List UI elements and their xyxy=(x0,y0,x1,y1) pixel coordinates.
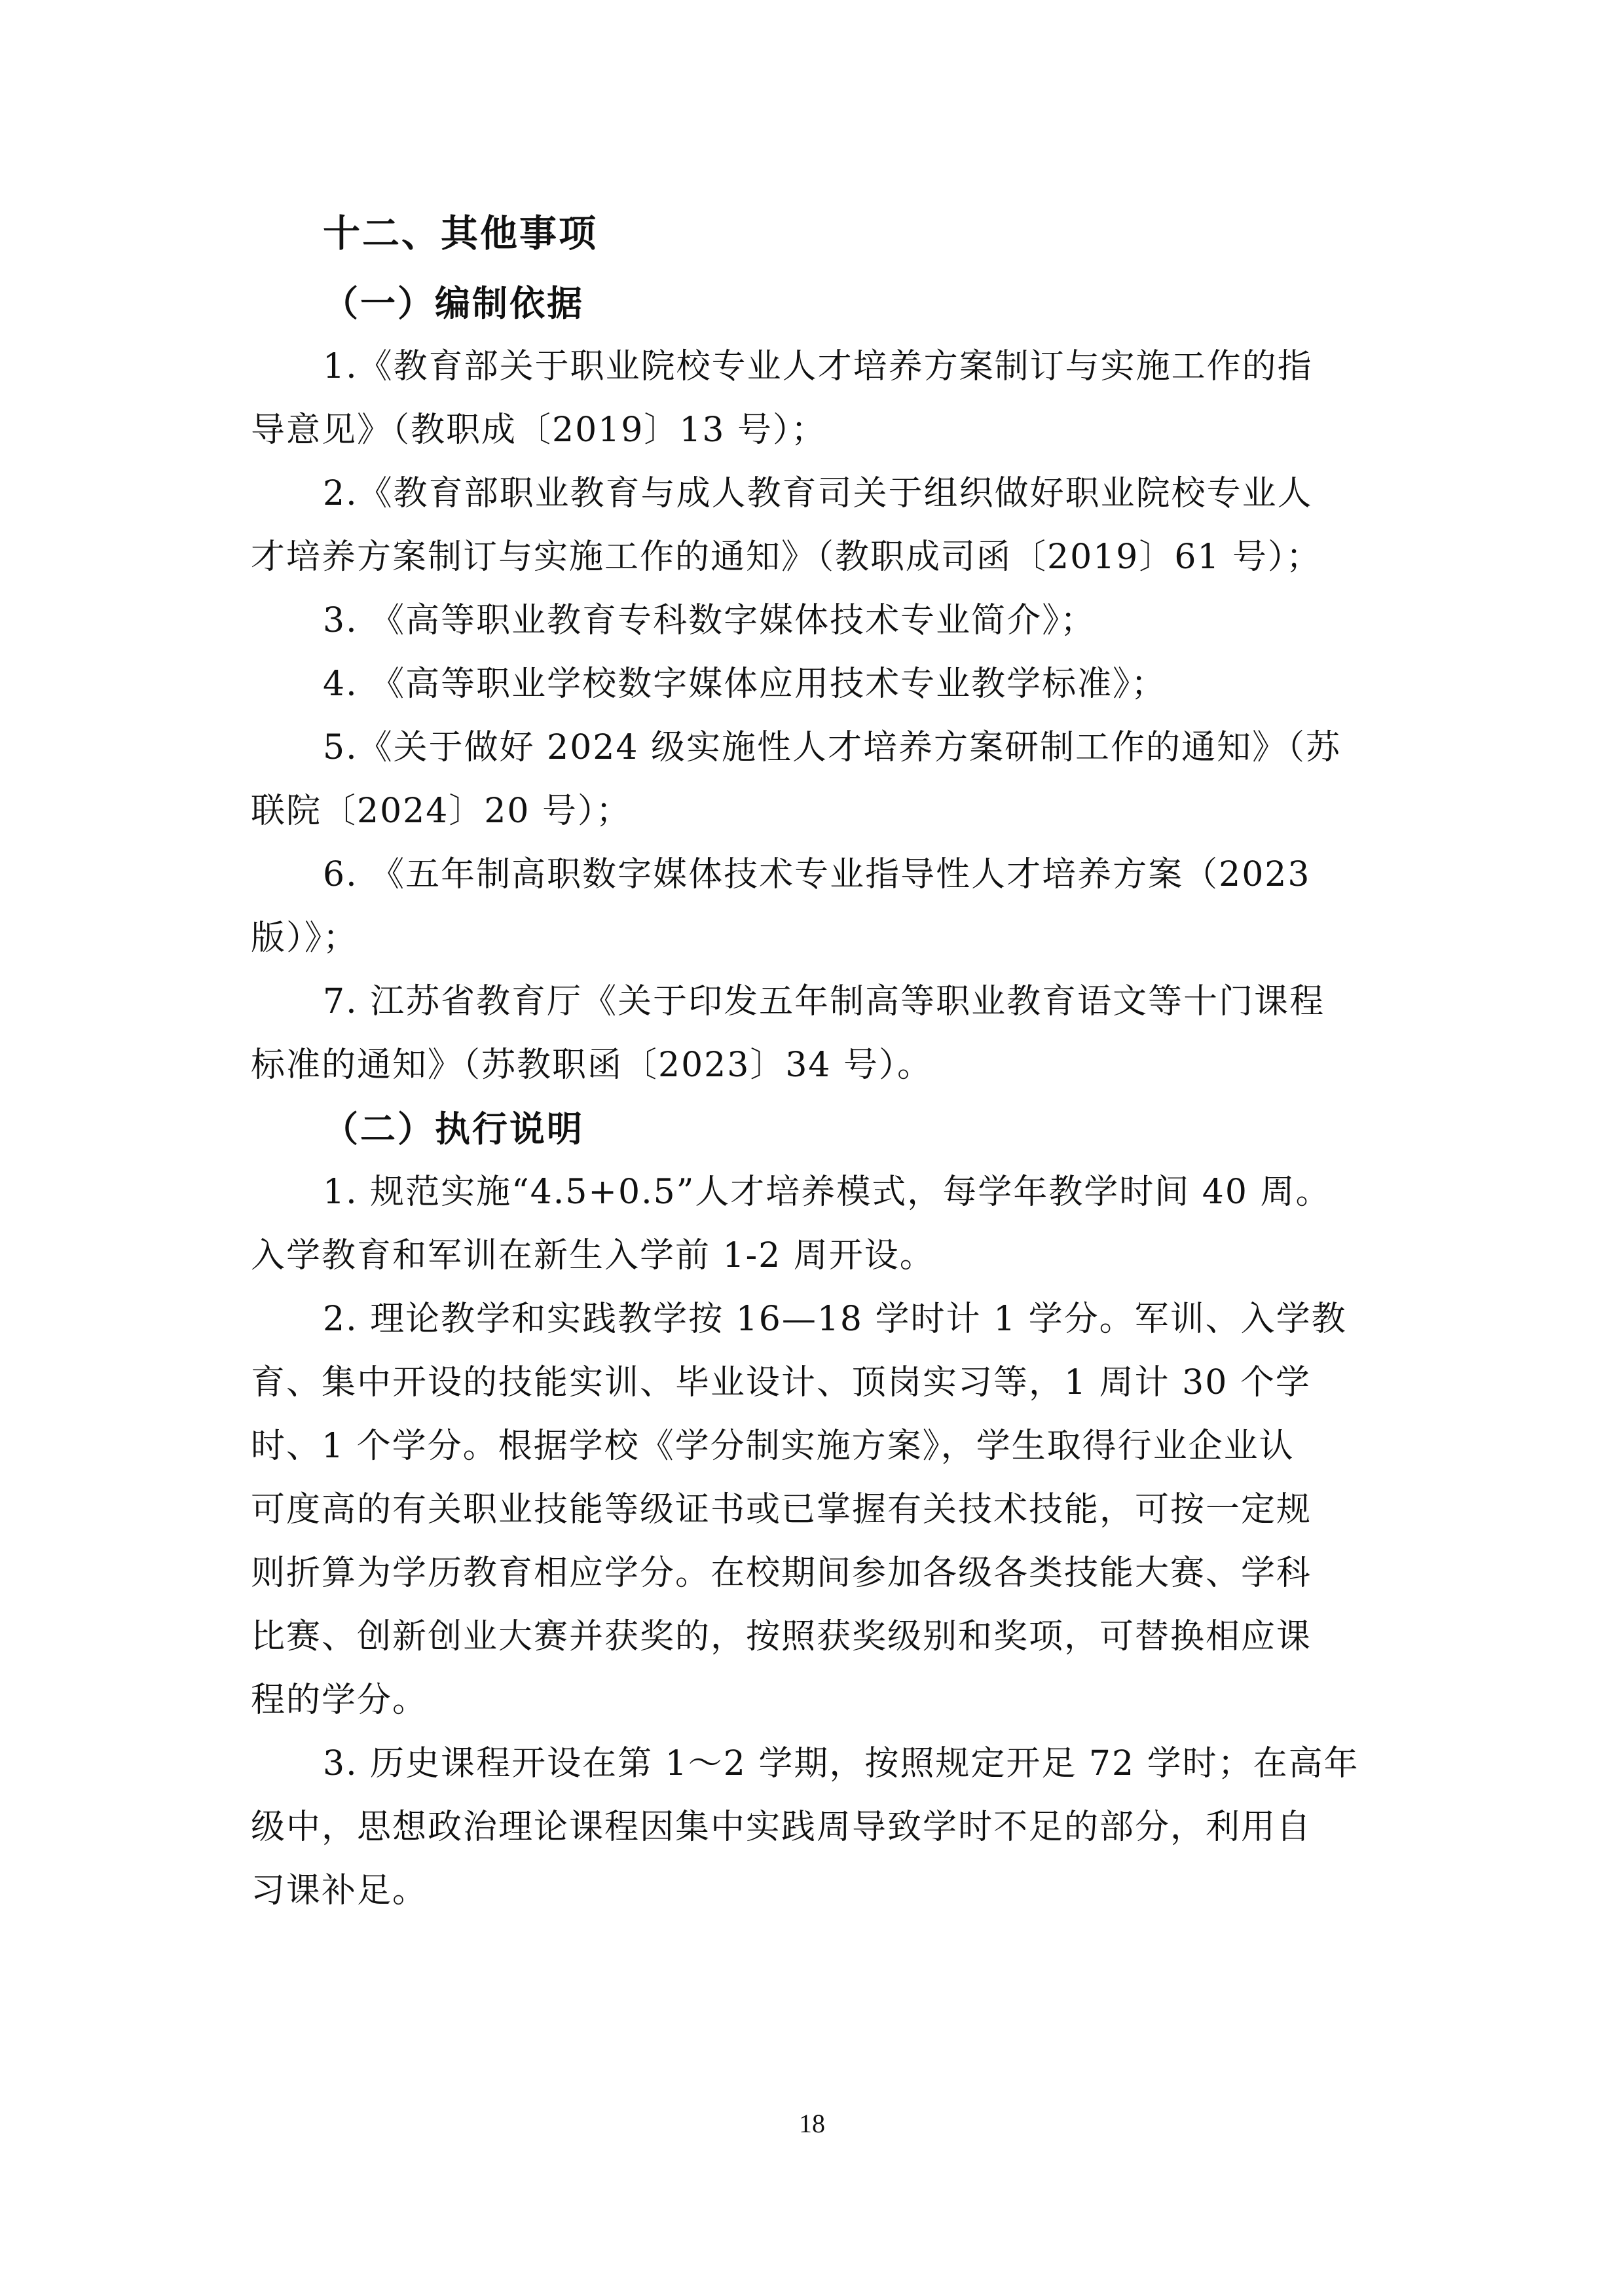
execution-heading: （二）执行说明 xyxy=(323,1108,584,1150)
text-line: 3. 《高等职业教育专科数字媒体技术专业简介》； xyxy=(323,601,1096,640)
section-title: 十二、其他事项 xyxy=(323,212,598,255)
text-line: 1.《教育部关于职业院校专业人才培养方案制订与实施工作的指 xyxy=(323,347,1313,386)
text-line: 才培养方案制订与实施工作的通知》（教职成司函〔2019〕61 号）； xyxy=(251,538,1322,577)
text-line: 入学教育和军训在新生入学前 1-2 周开设。 xyxy=(251,1236,935,1275)
text-line: 1. 规范实施“4.5+0.5”人才培养模式，每学年教学时间 40 周。 xyxy=(323,1173,1331,1212)
page-number: 18 xyxy=(799,2109,825,2138)
text-line: 比赛、创新创业大赛并获奖的，按照获奖级别和奖项，可替换相应课 xyxy=(251,1617,1312,1656)
text-line: 2.《教育部职业教育与成人教育司关于组织做好职业院校专业人 xyxy=(323,474,1313,513)
execution-list xyxy=(251,1161,1377,1923)
text-line: 4. 《高等职业学校数字媒体应用技术专业教学标准》； xyxy=(323,665,1167,704)
list-item xyxy=(251,843,1377,970)
basis-heading: （一）编制依据 xyxy=(323,283,584,324)
text-line: 5.《关于做好 2024 级实施性人才培养方案研制工作的通知》（苏 xyxy=(323,728,1342,767)
list-item xyxy=(251,1161,1377,1288)
list-item xyxy=(251,716,1377,843)
text-line: 时、1 个学分。根据学校《学分制实施方案》，学生取得行业企业认 xyxy=(251,1427,1295,1466)
basis-list xyxy=(251,335,1377,1097)
text-line: 则折算为学历教育相应学分。在校期间参加各级各类技能大赛、学科 xyxy=(251,1554,1312,1593)
text-line: 导意见》（教职成〔2019〕13 号）； xyxy=(251,410,827,450)
document-body xyxy=(251,196,1377,1923)
text-line: 3. 历史课程开设在第 1～2 学期，按照规定开足 72 学时；在高年 xyxy=(323,1744,1359,1783)
text-line: 联院〔2024〕20 号）； xyxy=(251,792,632,831)
text-line: 级中，思想政治理论课程因集中实践周导致学时不足的部分，利用自 xyxy=(251,1808,1312,1847)
text-line: 习课补足。 xyxy=(251,1871,428,1910)
text-line: 可度高的有关职业技能等级证书或已掌握有关技术技能，可按一定规 xyxy=(251,1490,1312,1529)
text-line: 2. 理论教学和实践教学按 16—18 学时计 1 学分。军训、入学教 xyxy=(323,1300,1347,1339)
list-item xyxy=(251,653,1377,716)
list-item xyxy=(251,589,1377,653)
list-item xyxy=(251,1732,1377,1923)
list-item xyxy=(251,1288,1377,1732)
text-line: 6. 《五年制高职数字媒体技术专业指导性人才培养方案（2023 xyxy=(323,855,1311,894)
text-line: 7. 江苏省教育厅《关于印发五年制高等职业教育语文等十门课程 xyxy=(323,982,1325,1021)
text-line: 程的学分。 xyxy=(251,1681,428,1720)
list-item xyxy=(251,335,1377,462)
list-item xyxy=(251,462,1377,589)
text-line: 育、集中开设的技能实训、毕业设计、顶岗实习等，1 周计 30 个学 xyxy=(251,1363,1311,1402)
text-line: 版）》； xyxy=(251,919,359,958)
list-item xyxy=(251,970,1377,1097)
text-line: 标准的通知》（苏教职函〔2023〕34 号）。 xyxy=(251,1046,933,1085)
